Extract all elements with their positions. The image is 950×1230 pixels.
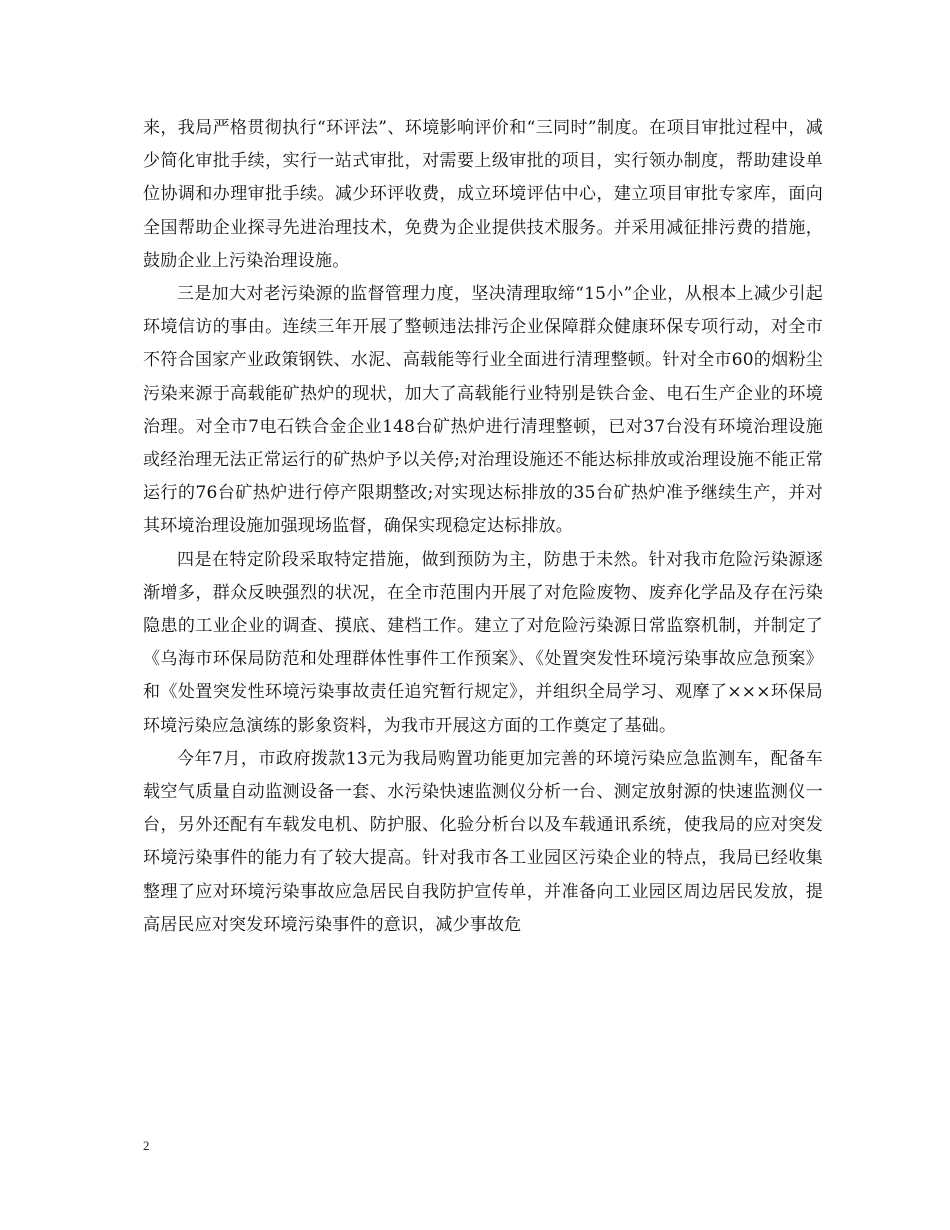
page-number: 2: [143, 1138, 150, 1153]
paragraph-3: 四是在特定阶段采取特定措施，做到预防为主，防患于未然。针对我市危险污染源逐渐增多，群众反映强烈的状况，在全市范围内开展了对危险废物、废弃化学品及存在污染隐患的工业企业的调查、摸底、建档工作。建立了对危险污染源日常监察机制，并制定了《乌海市环保局防范和处理群体性事件工作预案》、《处置突发性环境污染事故应急预案》和《处置突发性环境污染事故责任追究暂行规定》，并组织全局学习、观摩了×××环保局环境污染应急演练的影象资料，为我市开展这方面的工作奠定了基础。: [143, 549, 823, 736]
paragraph-4: 今年7月，市政府拨款13元为我局购置功能更加完善的环境污染应急监测车，配备车载空气质量自动监测设备一套、水污染快速监测仪分析一台、测定放射源的快速监测仪一台，另外还配有车载发电机、防护服、化验分析台以及车载通讯系统，使我局的应对突发环境污染事件的能力有了较大提高。针对我市各工业园区污染企业的特点，我局已经收集整理了应对环境污染事故应急居民自我防护宣传单，并准备向工业园区周边居民发放，提高居民应对突发环境污染事件的意识，减少事故危: [143, 748, 823, 935]
paragraph-1: 来，我局严格贯彻执行“环评法”、环境影响评价和“三同时”制度。在项目审批过程中，减少简化审批手续，实行一站式审批，对需要上级审批的项目，实行领办制度，帮助建设单位协调和办理审批手续。减少环评收费，成立环境评估中心，建立项目审批专家库，面向全国帮助企业探寻先进治理技术，免费为企业提供技术服务。并采用减征排污费的措施，鼓励企业上污染治理设施。: [143, 118, 823, 271]
document-body: [143, 112, 823, 942]
paragraph-2: 三是加大对老污染源的监督管理力度，坚决清理取缔“15小”企业，从根本上减少引起环境信访的事由。连续三年开展了整顿违法排污企业保障群众健康环保专项行动，对全市不符合国家产业政策钢铁、水泥、高载能等行业全面进行清理整顿。针对全市60的烟粉尘污染来源于高载能矿热炉的现状，加大了高载能行业特别是铁合金、电石生产企业的环境治理。对全市7电石铁合金企业148台矿热炉进行清理整顿，已对37台没有环境治理设施或经治理无法正常运行的矿热炉予以关停;对治理设施还不能达标排放或治理设施不能正常运行的76台矿热炉进行停产限期整改;对实现达标排放的35台矿热炉准予继续生产，并对其环境治理设施加强现场监督，确保实现稳定达标排放。: [143, 284, 823, 537]
